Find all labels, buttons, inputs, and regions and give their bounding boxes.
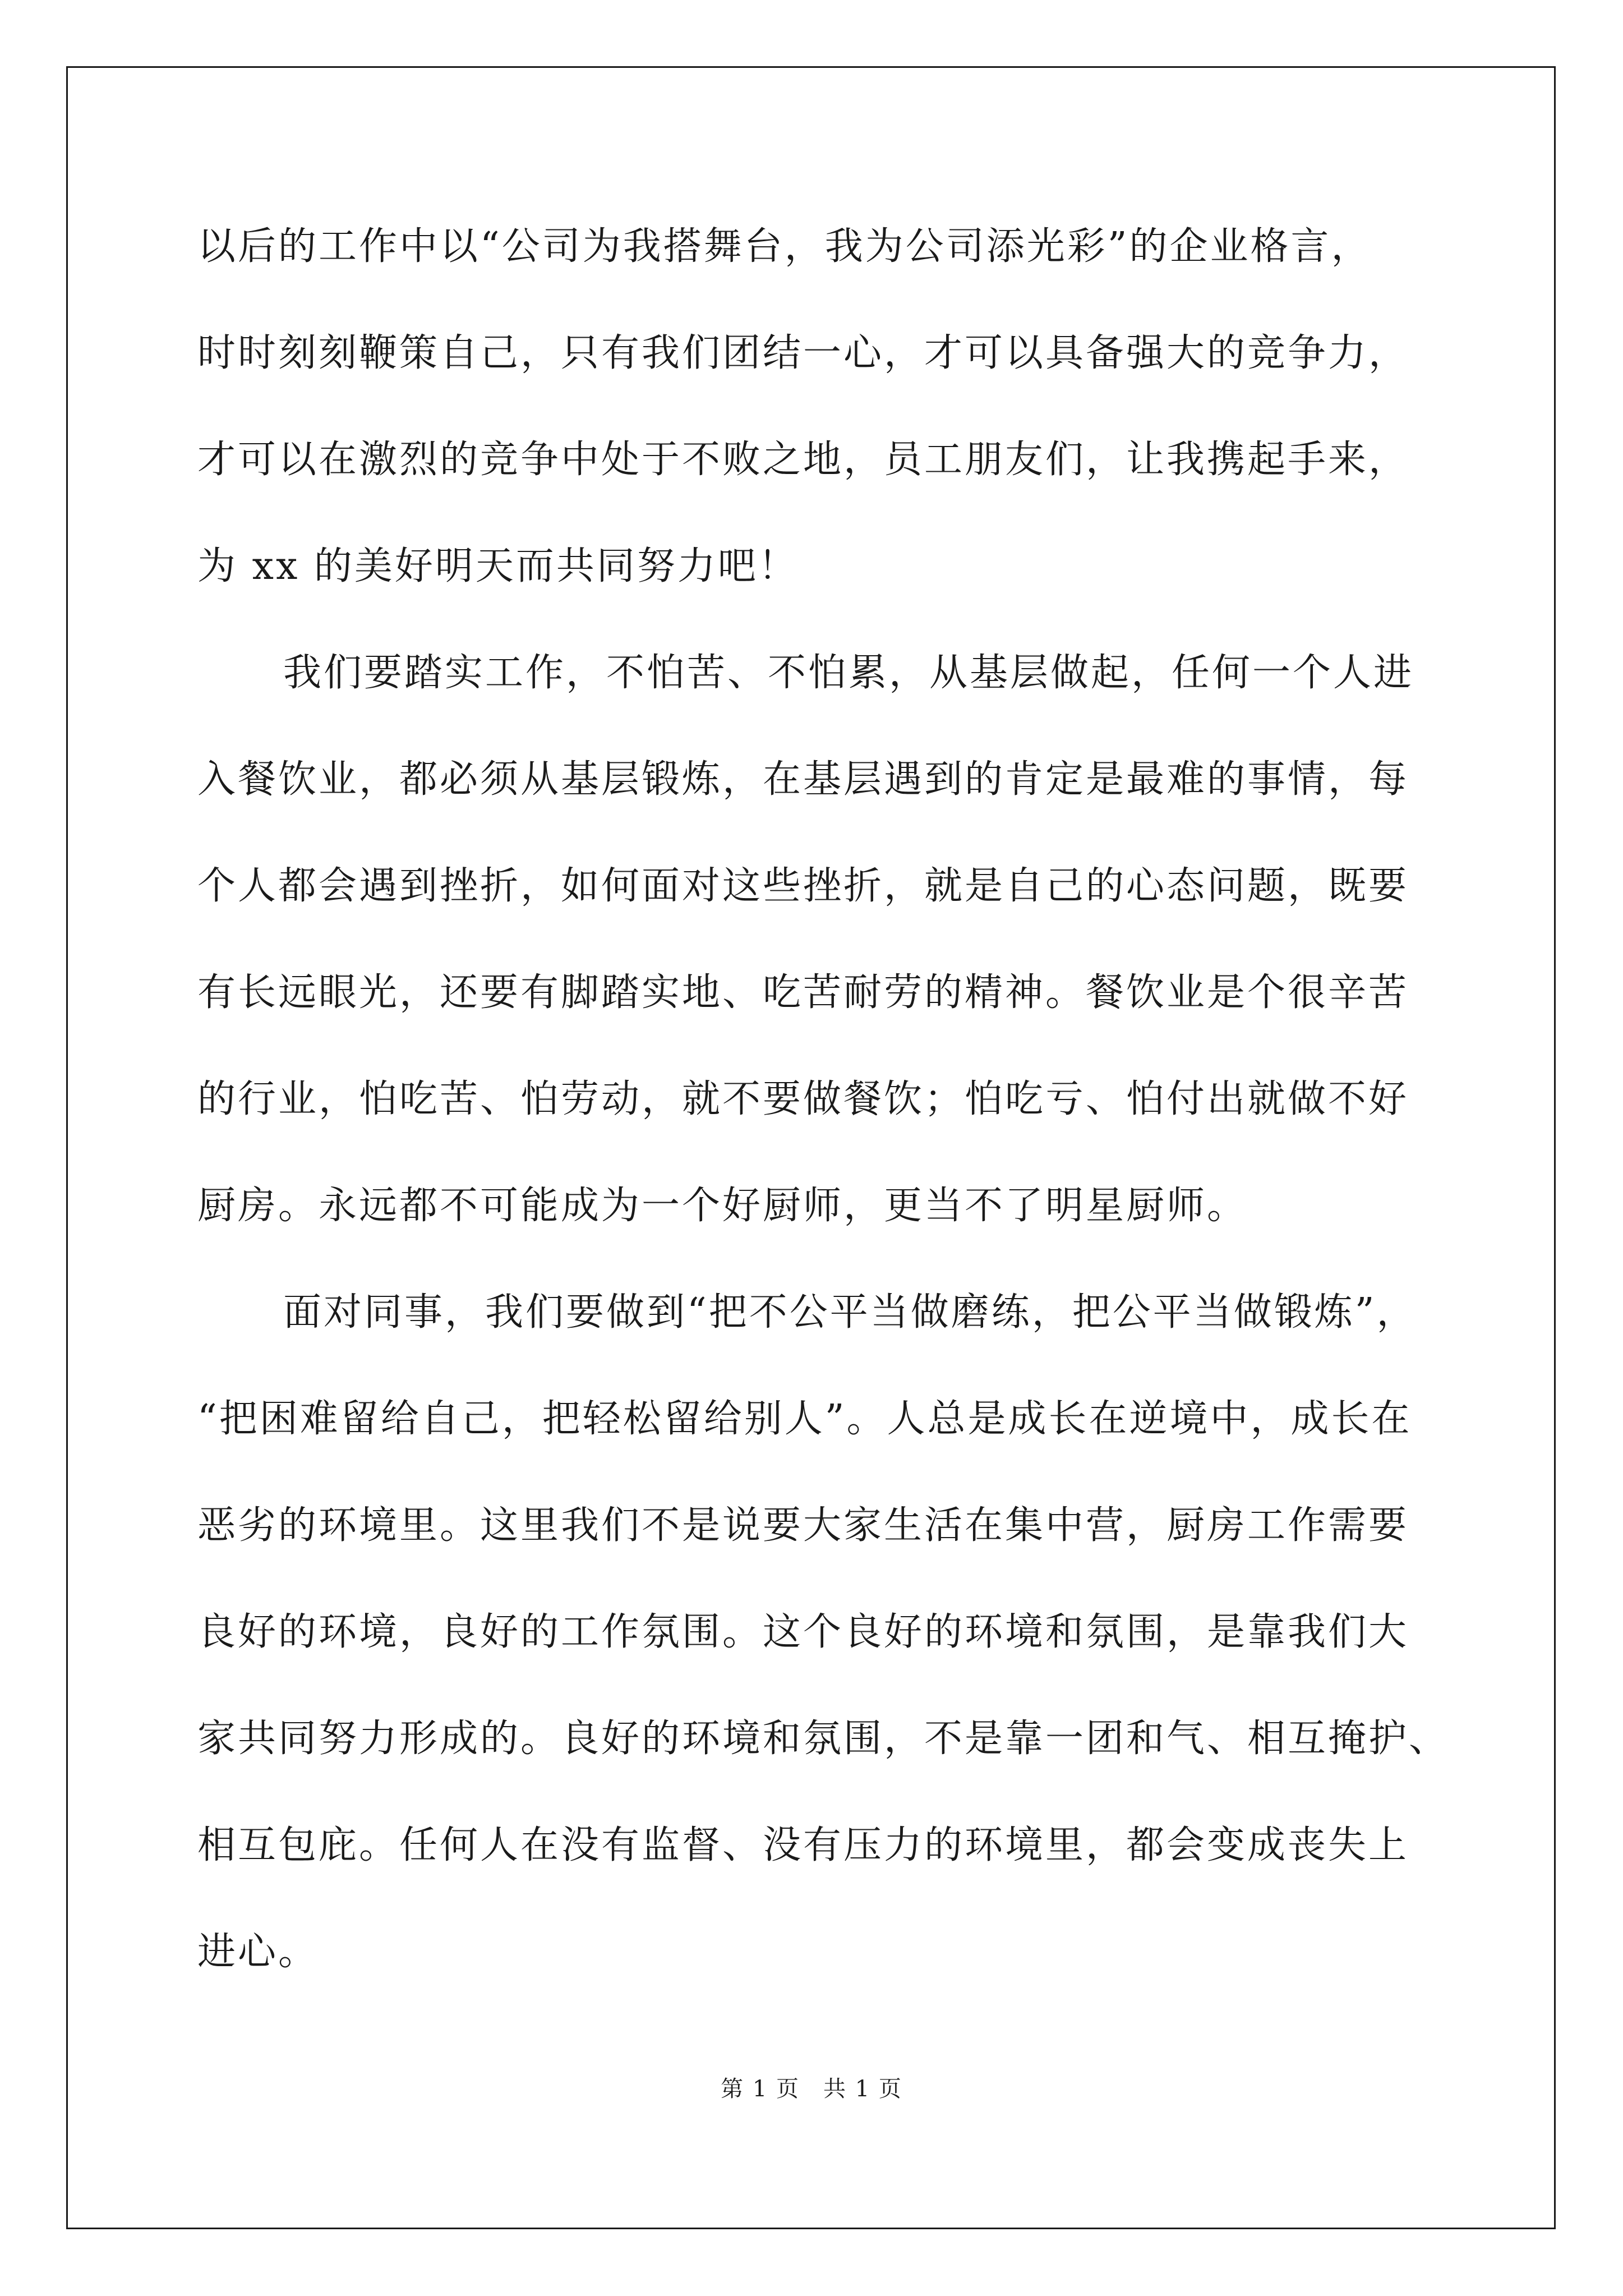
text-line: 相互包庇。任何人在没有监督、没有压力的环境里，都会变成丧失上 [197,1823,1409,1867]
text-line: 进心。 [197,1930,319,1974]
text-line: 的行业，怕吃苦、怕劳动，就不要做餐饮；怕吃亏、怕付出就做不好 [197,1077,1409,1121]
text-line: 厨房。永远都不可能成为一个好厨师，更当不了明星厨师。 [197,1184,1248,1228]
paragraph-first-line: 我们要踏实工作，不怕苦、不怕累，从基层做起，任何一个人进 [283,651,1414,695]
text-line: 才可以在激烈的竞争中处于不败之地，员工朋友们，让我携起手来， [197,438,1409,482]
text-line: “把困难留给自己，把轻松留给别人”。人总是成长在逆境中，成长在 [197,1397,1412,1441]
text-line: 时时刻刻鞭策自己，只有我们团结一心，才可以具备强大的竞争力， [197,331,1409,375]
text-line: 入餐饮业，都必须从基层锻炼，在基层遇到的肯定是最难的事情，每 [197,757,1409,802]
page-border [66,66,1556,2229]
paragraph-first-line: 面对同事，我们要做到“把不公平当做磨练，把公平当做锻炼”， [283,1290,1417,1335]
text-line: 良好的环境，良好的工作氛围。这个良好的环境和氛围，是靠我们大 [197,1610,1409,1654]
text-line: 为 xx 的美好明天而共同努力吧！ [197,544,799,588]
page-number-footer: 第 1 页 共 1 页 [721,2076,902,2102]
text-line: 以后的工作中以“公司为我搭舞台，我为公司添光彩”的企业格言， [197,224,1372,269]
text-line: 恶劣的环境里。这里我们不是说要大家生活在集中营，厨房工作需要 [197,1503,1409,1548]
text-line: 个人都会遇到挫折，如何面对这些挫折，就是自己的心态问题，既要 [197,864,1409,908]
text-line: 有长远眼光，还要有脚踏实地、吃苦耐劳的精神。餐饮业是个很辛苦 [197,970,1409,1015]
text-line: 家共同努力形成的。良好的环境和氛围，不是靠一团和气、相互掩护、 [197,1717,1450,1761]
